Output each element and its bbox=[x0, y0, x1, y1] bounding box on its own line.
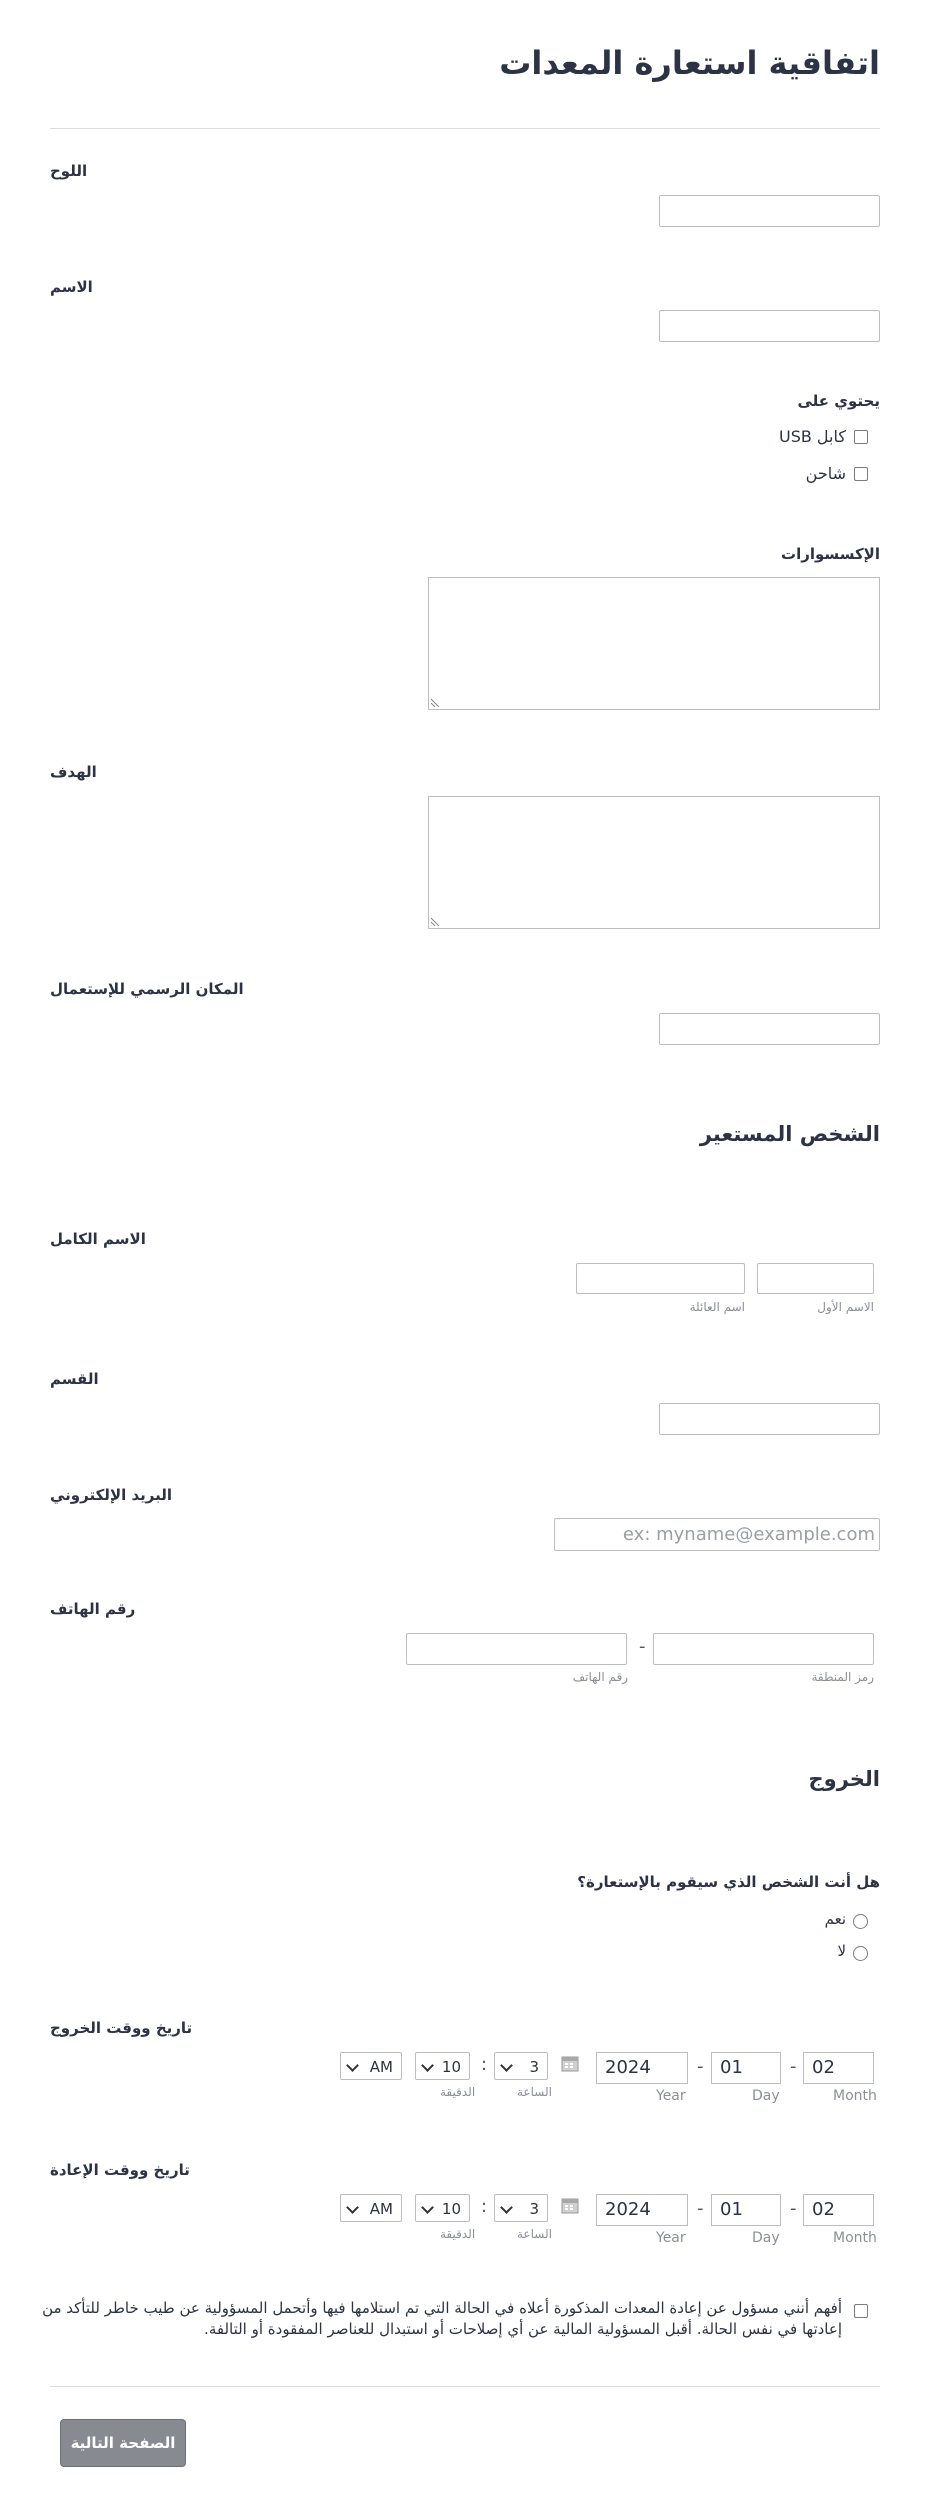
last-name-input[interactable] bbox=[576, 1263, 745, 1294]
chevron-down-icon bbox=[500, 2059, 513, 2072]
out-minute-select[interactable] bbox=[415, 2052, 470, 2080]
out-ampm-value: AM bbox=[369, 2058, 393, 2076]
next-page-button[interactable]: الصفحة التالية bbox=[60, 2419, 186, 2467]
yes-radio[interactable] bbox=[853, 1914, 868, 1929]
out-year-value: 2024 bbox=[605, 2057, 651, 2078]
footer-divider bbox=[50, 2386, 880, 2387]
return-month-value: 02 bbox=[812, 2199, 835, 2220]
charger-checkbox[interactable] bbox=[854, 467, 868, 481]
borrower-section-title: الشخص المستعير bbox=[699, 1122, 880, 1146]
usb-checkbox[interactable] bbox=[854, 430, 868, 444]
chevron-down-icon bbox=[421, 2201, 434, 2214]
email-input[interactable] bbox=[554, 1518, 880, 1551]
purpose-textarea[interactable] bbox=[428, 796, 880, 929]
out-year-sublabel: Year bbox=[656, 2088, 686, 2104]
return-hour-sublabel: الساعة bbox=[517, 2227, 552, 2241]
first-name-sublabel: الاسم الأول bbox=[817, 1300, 874, 1314]
return-year-sublabel: Year bbox=[656, 2230, 686, 2246]
phone-number-sublabel: رقم الهاتف bbox=[572, 1670, 628, 1684]
board-input[interactable] bbox=[659, 195, 880, 227]
return-ampm-select[interactable] bbox=[340, 2194, 402, 2222]
radio-option-no[interactable] bbox=[768, 1942, 868, 1964]
return-minute-value: 10 bbox=[441, 2200, 461, 2218]
return-month-sublabel: Month bbox=[833, 2230, 877, 2246]
terms-text: أفهم أنني مسؤول عن إعادة المعدات المذكورة أعلاه في الحالة التي تم استلامها فيها وأتحمل المسؤولية عن طيب خاطر للتأكد من إعادتها في نفس الحالة. أقبل المسؤولية المالية عن أي إصلاحات أو استبدال للعناصر المفقودة أو التالفة. bbox=[42, 2299, 842, 2338]
calendar-icon[interactable] bbox=[561, 2196, 579, 2214]
usb-option-label: كابل USB bbox=[779, 427, 846, 446]
return-day-value: 01 bbox=[720, 2199, 743, 2220]
chevron-down-icon bbox=[500, 2201, 513, 2214]
official-place-input[interactable] bbox=[659, 1013, 880, 1045]
return-minute-sublabel: الدقيقة bbox=[440, 2227, 476, 2241]
date-separator: - bbox=[790, 2198, 797, 2219]
out-day-sublabel: Day bbox=[752, 2088, 780, 2104]
name-label: الاسم bbox=[50, 278, 93, 296]
chevron-down-icon bbox=[346, 2201, 359, 2214]
phone-label: رقم الهاتف bbox=[50, 1600, 136, 1618]
area-code-sublabel: رمز المنطقة bbox=[811, 1670, 874, 1684]
time-separator: : bbox=[481, 2196, 488, 2217]
checkout-section-title: الخروج bbox=[808, 1767, 880, 1791]
time-separator: : bbox=[481, 2054, 488, 2075]
return-minute-select[interactable] bbox=[415, 2194, 470, 2222]
date-separator: - bbox=[790, 2056, 797, 2077]
out-ampm-select[interactable] bbox=[340, 2052, 402, 2080]
resize-handle-icon[interactable] bbox=[431, 697, 441, 707]
out-hour-sublabel: الساعة bbox=[517, 2085, 552, 2099]
out-year-input[interactable] bbox=[596, 2052, 688, 2084]
first-name-input[interactable] bbox=[757, 1263, 874, 1294]
out-day-input[interactable] bbox=[711, 2052, 781, 2084]
accessories-textarea[interactable] bbox=[428, 577, 880, 710]
chevron-down-icon bbox=[346, 2059, 359, 2072]
borrower-question-label: هل أنت الشخص الذي سيقوم بالإستعارة؟ bbox=[577, 1873, 880, 1891]
out-hour-value: 3 bbox=[529, 2058, 539, 2076]
date-separator: - bbox=[697, 2056, 704, 2077]
return-day-sublabel: Day bbox=[752, 2230, 780, 2246]
return-hour-select[interactable] bbox=[494, 2194, 548, 2222]
calendar-icon[interactable] bbox=[561, 2054, 579, 2072]
phone-number-input[interactable] bbox=[406, 1633, 627, 1665]
contains-option-charger[interactable] bbox=[748, 464, 868, 486]
email-placeholder: ex: myname@example.com bbox=[622, 1524, 875, 1545]
return-datetime-label: تاريخ ووقت الإعادة bbox=[50, 2161, 190, 2179]
date-separator: - bbox=[697, 2198, 704, 2219]
department-input[interactable] bbox=[659, 1403, 880, 1435]
resize-handle-icon[interactable] bbox=[431, 916, 441, 926]
return-year-input[interactable] bbox=[596, 2194, 688, 2226]
yes-option-label: نعم bbox=[824, 1910, 846, 1928]
official-place-label: المكان الرسمي للإستعمال bbox=[50, 980, 244, 998]
form-title: اتفاقية استعارة المعدات bbox=[499, 44, 880, 82]
accessories-label: الإكسسوارات bbox=[781, 545, 880, 563]
last-name-sublabel: اسم العائلة bbox=[689, 1300, 745, 1314]
out-day-value: 01 bbox=[720, 2057, 743, 2078]
out-hour-select[interactable] bbox=[494, 2052, 548, 2080]
return-ampm-value: AM bbox=[369, 2200, 393, 2218]
name-input[interactable] bbox=[659, 310, 880, 342]
out-minute-sublabel: الدقيقة bbox=[440, 2085, 476, 2099]
radio-option-yes[interactable] bbox=[768, 1910, 868, 1932]
out-month-sublabel: Month bbox=[833, 2088, 877, 2104]
purpose-label: الهدف bbox=[50, 763, 97, 781]
out-month-value: 02 bbox=[812, 2057, 835, 2078]
return-day-input[interactable] bbox=[711, 2194, 781, 2226]
contains-label: يحتوي على bbox=[797, 392, 880, 410]
full-name-label: الاسم الكامل bbox=[50, 1230, 146, 1248]
no-option-label: لا bbox=[837, 1942, 846, 1960]
email-label: البريد الإلكتروني bbox=[50, 1486, 172, 1504]
phone-separator: - bbox=[639, 1636, 646, 1657]
area-code-input[interactable] bbox=[653, 1633, 874, 1665]
department-label: القسم bbox=[50, 1370, 99, 1388]
contains-option-usb[interactable] bbox=[748, 427, 868, 449]
return-year-value: 2024 bbox=[605, 2199, 651, 2220]
chevron-down-icon bbox=[421, 2059, 434, 2072]
return-month-input[interactable] bbox=[803, 2194, 874, 2226]
title-divider bbox=[50, 128, 880, 129]
charger-option-label: شاحن bbox=[805, 464, 846, 483]
out-month-input[interactable] bbox=[803, 2052, 874, 2084]
return-hour-value: 3 bbox=[529, 2200, 539, 2218]
terms-checkbox[interactable] bbox=[854, 2304, 868, 2318]
no-radio[interactable] bbox=[853, 1946, 868, 1961]
out-minute-value: 10 bbox=[441, 2058, 461, 2076]
board-label: اللوح bbox=[50, 162, 88, 180]
out-datetime-label: تاريخ ووقت الخروج bbox=[50, 2019, 193, 2037]
